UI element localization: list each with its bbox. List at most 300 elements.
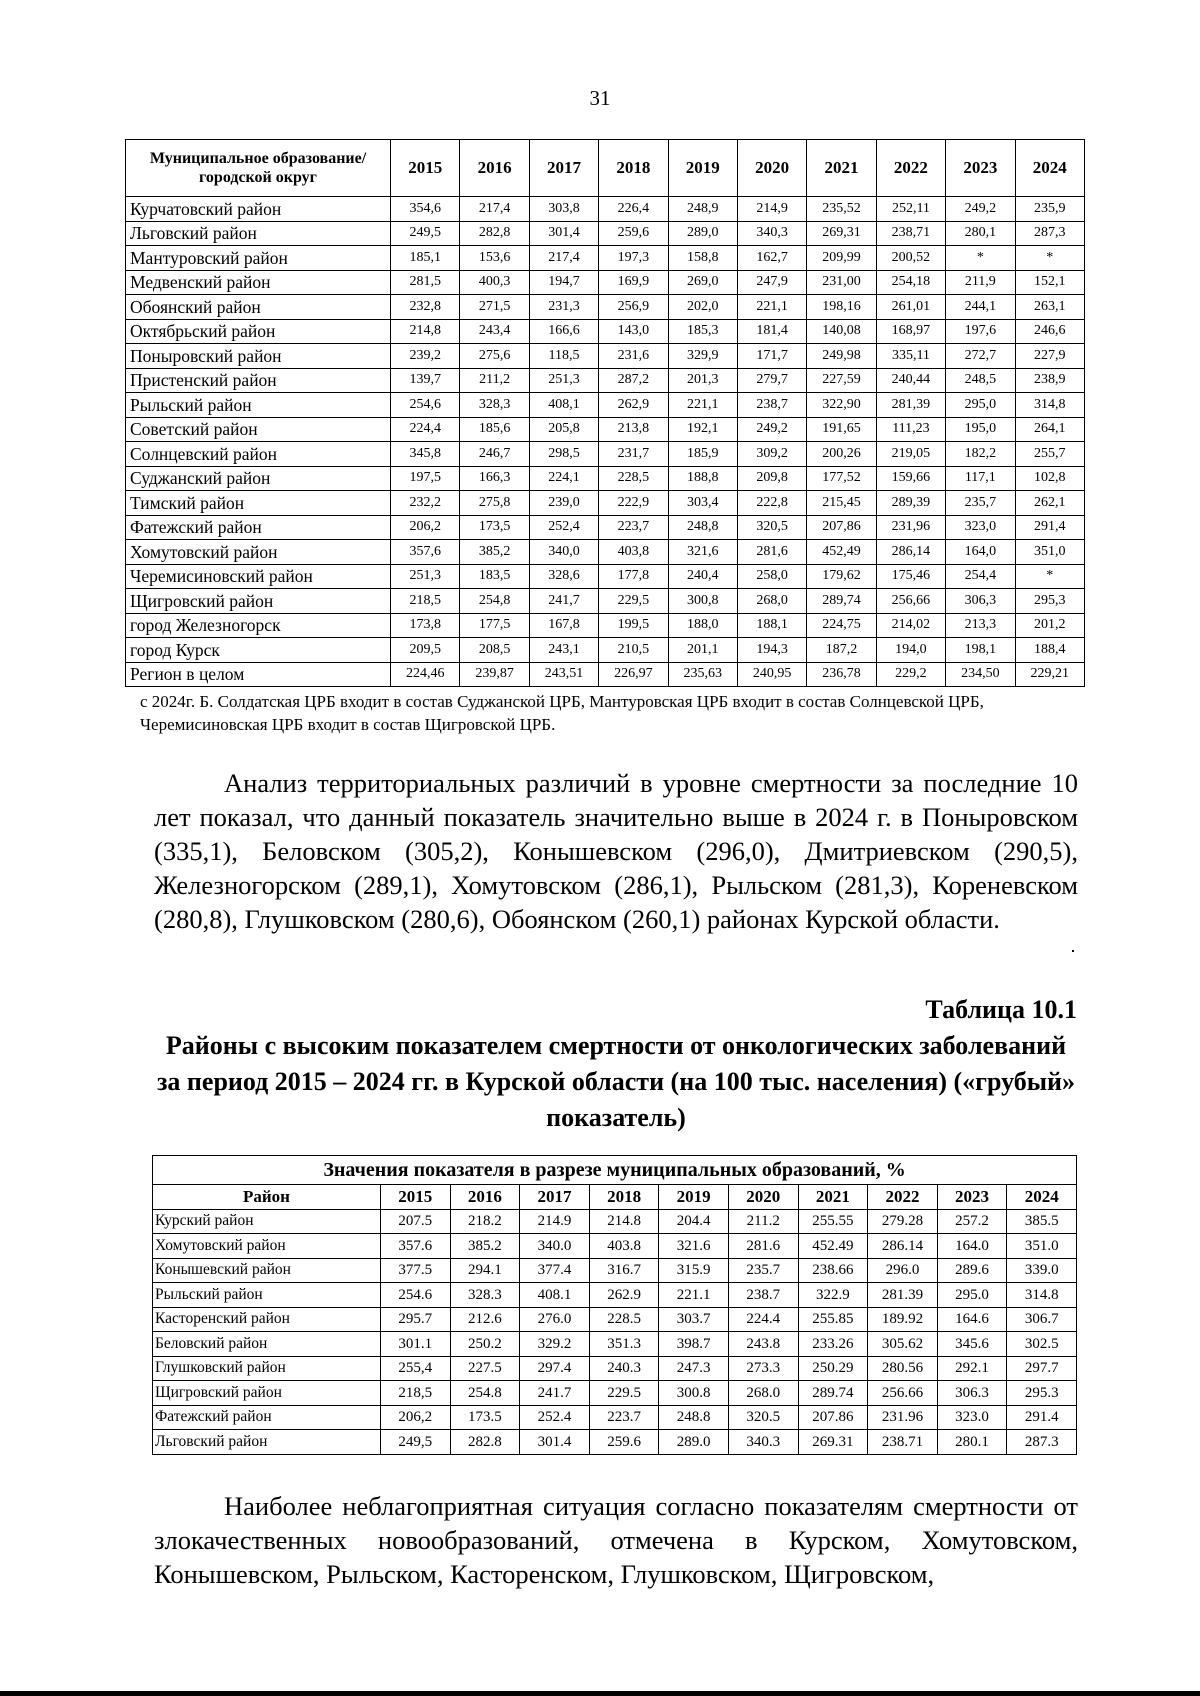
- table2-value-cell: 259.6: [589, 1430, 659, 1455]
- table1-value-cell: *: [1015, 246, 1084, 271]
- table2-district-name: Рыльский район: [153, 1283, 381, 1308]
- table1-value-cell: 231,6: [599, 344, 668, 369]
- table1-value-cell: 209,8: [737, 466, 806, 491]
- table1-value-cell: 118,5: [529, 344, 598, 369]
- table2-value-cell: 306.3: [937, 1381, 1007, 1406]
- table1-value-cell: 185,3: [668, 319, 737, 344]
- table2-value-cell: 315.9: [659, 1258, 729, 1283]
- table1-row: [126, 295, 1085, 320]
- table1-value-cell: 243,1: [529, 638, 598, 663]
- table2-district-name: Хомутовский район: [153, 1234, 381, 1259]
- table1-row: [126, 319, 1085, 344]
- table1-row: [126, 344, 1085, 369]
- table2-header-year: 2020: [728, 1185, 798, 1210]
- table1-value-cell: 249,5: [391, 221, 460, 246]
- table1-district-name: Поныровский район: [126, 344, 391, 369]
- table1-district-name: Советский район: [126, 417, 391, 442]
- table1-value-cell: 195,0: [946, 417, 1015, 442]
- table2-value-cell: 295.3: [1007, 1381, 1077, 1406]
- table2-value-cell: 240.3: [589, 1356, 659, 1381]
- table1-value-cell: 226,4: [599, 197, 668, 222]
- table2-value-cell: 289.0: [659, 1430, 729, 1455]
- table1-value-cell: 256,9: [599, 295, 668, 320]
- table1-value-cell: 201,1: [668, 638, 737, 663]
- table1-value-cell: 328,3: [460, 393, 529, 418]
- table1-header-year: 2024: [1015, 140, 1084, 197]
- table1-value-cell: 208,5: [460, 638, 529, 663]
- table2-value-cell: 289.74: [798, 1381, 868, 1406]
- table1-value-cell: 167,8: [529, 613, 598, 638]
- table1-value-cell: 340,3: [737, 221, 806, 246]
- table2-value-cell: 321.6: [659, 1234, 729, 1259]
- table1-value-cell: 210,5: [599, 638, 668, 663]
- table2-value-cell: 228.5: [589, 1307, 659, 1332]
- table1-value-cell: 197,3: [599, 246, 668, 271]
- table1-value-cell: 240,4: [668, 564, 737, 589]
- table2-row: [153, 1234, 1077, 1259]
- table2-value-cell: 227.5: [450, 1356, 520, 1381]
- table1-value-cell: 213,3: [946, 613, 1015, 638]
- table1-district-name: город Курск: [126, 638, 391, 663]
- table1-value-cell: 153,6: [460, 246, 529, 271]
- table2-header-year: 2023: [937, 1185, 1007, 1210]
- table2-value-cell: 301.4: [520, 1430, 590, 1455]
- table1-header-year: 2015: [391, 140, 460, 197]
- table1-value-cell: 222,9: [599, 491, 668, 516]
- table2-header-year: 2019: [659, 1185, 729, 1210]
- table1-value-cell: 289,74: [807, 589, 876, 614]
- table2-value-cell: 221.1: [659, 1283, 729, 1308]
- table1-value-cell: 177,5: [460, 613, 529, 638]
- table1-value-cell: 199,5: [599, 613, 668, 638]
- table1-value-cell: 295,3: [1015, 589, 1084, 614]
- table1-value-cell: 218,5: [391, 589, 460, 614]
- table2-district-name: Касторенский район: [153, 1307, 381, 1332]
- table2-value-cell: 206,2: [381, 1405, 451, 1430]
- table1-district-name: Рыльский район: [126, 393, 391, 418]
- table2-value-cell: 305.62: [868, 1332, 938, 1357]
- table1-value-cell: 159,66: [876, 466, 945, 491]
- table1-value-cell: 158,8: [668, 246, 737, 271]
- table2-row: [153, 1209, 1077, 1234]
- table1-value-cell: 291,4: [1015, 515, 1084, 540]
- table1-value-cell: 164,0: [946, 540, 1015, 565]
- table1-value-cell: 236,78: [807, 662, 876, 687]
- table1-value-cell: 258,0: [737, 564, 806, 589]
- table1-row: [126, 564, 1085, 589]
- table2-value-cell: 377.5: [381, 1258, 451, 1283]
- table2-value-cell: 297.7: [1007, 1356, 1077, 1381]
- table2-value-cell: 262.9: [589, 1283, 659, 1308]
- table2-value-cell: 255.85: [798, 1307, 868, 1332]
- table1-district-name: Тимский район: [126, 491, 391, 516]
- mortality-table-by-municipality: [125, 139, 1085, 687]
- table2-value-cell: 247.3: [659, 1356, 729, 1381]
- table1-value-cell: 287,2: [599, 368, 668, 393]
- table1-value-cell: 231,3: [529, 295, 598, 320]
- table1-value-cell: 403,8: [599, 540, 668, 565]
- table2-row: [153, 1332, 1077, 1357]
- table1-row: [126, 368, 1085, 393]
- table1-value-cell: 235,63: [668, 662, 737, 687]
- table2-value-cell: 297.4: [520, 1356, 590, 1381]
- table2-header-year: 2022: [868, 1185, 938, 1210]
- table1-value-cell: 261,01: [876, 295, 945, 320]
- table1-value-cell: 177,52: [807, 466, 876, 491]
- table1-value-cell: 238,9: [1015, 368, 1084, 393]
- table1-value-cell: 252,4: [529, 515, 598, 540]
- table2-value-cell: 268.0: [728, 1381, 798, 1406]
- table2-value-cell: 296.0: [868, 1258, 938, 1283]
- table1-value-cell: 214,02: [876, 613, 945, 638]
- table2-district-name: Беловский район: [153, 1332, 381, 1357]
- scan-speck: [1072, 950, 1074, 952]
- table1-value-cell: 345,8: [391, 442, 460, 467]
- table1-district-name: Щигровский район: [126, 589, 391, 614]
- table1-value-cell: 207,86: [807, 515, 876, 540]
- table2-value-cell: 231.96: [868, 1405, 938, 1430]
- table1-value-cell: 246,6: [1015, 319, 1084, 344]
- table1-value-cell: 275,8: [460, 491, 529, 516]
- table1-value-cell: 227,59: [807, 368, 876, 393]
- table1-value-cell: 166,6: [529, 319, 598, 344]
- table2-value-cell: 281.39: [868, 1283, 938, 1308]
- table1-value-cell: 248,8: [668, 515, 737, 540]
- table2-value-cell: 282.8: [450, 1430, 520, 1455]
- table2-value-cell: 385.2: [450, 1234, 520, 1259]
- table1-value-cell: 139,7: [391, 368, 460, 393]
- table1-header-year: 2020: [737, 140, 806, 197]
- table2-value-cell: 252.4: [520, 1405, 590, 1430]
- table1-value-cell: 200,26: [807, 442, 876, 467]
- table1-value-cell: 214,9: [737, 197, 806, 222]
- table1-header-year: 2021: [807, 140, 876, 197]
- table2-value-cell: 377.4: [520, 1258, 590, 1283]
- table1-value-cell: 269,31: [807, 221, 876, 246]
- table1-value-cell: 117,1: [946, 466, 1015, 491]
- table1-value-cell: 275,6: [460, 344, 529, 369]
- table2-value-cell: 295.7: [381, 1307, 451, 1332]
- table1-value-cell: 400,3: [460, 270, 529, 295]
- table1-value-cell: 224,75: [807, 613, 876, 638]
- high-mortality-districts-table: [152, 1155, 1077, 1455]
- table1-value-cell: 177,8: [599, 564, 668, 589]
- table2-value-cell: 322.9: [798, 1283, 868, 1308]
- table2-value-cell: 269.31: [798, 1430, 868, 1455]
- table1-value-cell: 223,7: [599, 515, 668, 540]
- table1-value-cell: 252,11: [876, 197, 945, 222]
- table2-value-cell: 328.3: [450, 1283, 520, 1308]
- table2-value-cell: 320.5: [728, 1405, 798, 1430]
- table1-row: [126, 246, 1085, 271]
- table2-value-cell: 276.0: [520, 1307, 590, 1332]
- table2-value-cell: 250.29: [798, 1356, 868, 1381]
- table1-value-cell: 166,3: [460, 466, 529, 491]
- table1-value-cell: 187,2: [807, 638, 876, 663]
- table1-value-cell: 185,6: [460, 417, 529, 442]
- table1-value-cell: 228,5: [599, 466, 668, 491]
- table1-row: [126, 515, 1085, 540]
- table1-row: [126, 662, 1085, 687]
- table1-value-cell: 231,00: [807, 270, 876, 295]
- table2-value-cell: 279.28: [868, 1209, 938, 1234]
- table2-value-cell: 248.8: [659, 1405, 729, 1430]
- table2-value-cell: 229.5: [589, 1381, 659, 1406]
- table1-row: [126, 491, 1085, 516]
- table1-value-cell: 264,1: [1015, 417, 1084, 442]
- table1-value-cell: 286,14: [876, 540, 945, 565]
- table1-value-cell: 188,8: [668, 466, 737, 491]
- table2-value-cell: 280.56: [868, 1356, 938, 1381]
- table2-value-cell: 256.66: [868, 1381, 938, 1406]
- table1-value-cell: 229,21: [1015, 662, 1084, 687]
- page-bottom-edge: [0, 1691, 1200, 1696]
- table1-value-cell: 235,7: [946, 491, 1015, 516]
- table1-value-cell: 175,46: [876, 564, 945, 589]
- table1-value-cell: 289,0: [668, 221, 737, 246]
- table2-value-cell: 292.1: [937, 1356, 1007, 1381]
- table-title: Районы с высоким показателем смертности от онкологических заболеваний за период 2015 – 2024 гг. в Курской области (на 100 тыс. населения) («грубый» показатель): [156, 1031, 1076, 1132]
- analysis-paragraph-text: Анализ территориальных различий в уровне смертности за последние 10 лет показал, что данный показатель значительно выше в 2024 г. в Поныровском (335,1), Беловском (305,2), Конышевском (296,0), Дмитриевском (290,5), Железногорском (289,1), Хомутовском (286,1), Рыльском (281,3), Кореневском (280,8), Глушковском (280,6), Обоянском (260,1) районах Курской области.: [154, 768, 1078, 934]
- table1-value-cell: 340,0: [529, 540, 598, 565]
- table1-value-cell: 188,1: [737, 613, 806, 638]
- table1-value-cell: 262,1: [1015, 491, 1084, 516]
- table1-value-cell: 254,6: [391, 393, 460, 418]
- table1-value-cell: 357,6: [391, 540, 460, 565]
- table1-value-cell: 194,7: [529, 270, 598, 295]
- analysis-paragraph: [154, 766, 1078, 936]
- table1-value-cell: 198,1: [946, 638, 1015, 663]
- table1-value-cell: 251,3: [391, 564, 460, 589]
- table2-value-cell: 345.6: [937, 1332, 1007, 1357]
- table1-value-cell: 234,50: [946, 662, 1015, 687]
- table2-row: [153, 1356, 1077, 1381]
- table2-value-cell: 235.7: [728, 1258, 798, 1283]
- table1-value-cell: 249,98: [807, 344, 876, 369]
- table1-value-cell: 229,2: [876, 662, 945, 687]
- table2-value-cell: 223.7: [589, 1405, 659, 1430]
- table1-value-cell: 213,8: [599, 417, 668, 442]
- table1-value-cell: 351,0: [1015, 540, 1084, 565]
- table1-value-cell: 222,8: [737, 491, 806, 516]
- table1-value-cell: 111,23: [876, 417, 945, 442]
- table1-value-cell: 197,5: [391, 466, 460, 491]
- table2-value-cell: 340.0: [520, 1234, 590, 1259]
- table1-header-year: 2017: [529, 140, 598, 197]
- table2-value-cell: 385.5: [1007, 1209, 1077, 1234]
- table1-value-cell: 191,65: [807, 417, 876, 442]
- table2-value-cell: 241.7: [520, 1381, 590, 1406]
- table1-district-name: Курчатовский район: [126, 197, 391, 222]
- table2-district-name: Курский район: [153, 1209, 381, 1234]
- table1-header-year: 2018: [599, 140, 668, 197]
- table2-value-cell: 164.6: [937, 1307, 1007, 1332]
- table2-value-cell: 250.2: [450, 1332, 520, 1357]
- table1-value-cell: 281,6: [737, 540, 806, 565]
- table1-row: [126, 417, 1085, 442]
- table2-value-cell: 408.1: [520, 1283, 590, 1308]
- table2-value-cell: 303.7: [659, 1307, 729, 1332]
- table2-row: [153, 1381, 1077, 1406]
- table2-value-cell: 249,5: [381, 1430, 451, 1455]
- table2-value-cell: 243.8: [728, 1332, 798, 1357]
- table1-value-cell: 251,3: [529, 368, 598, 393]
- table2-caption-row: [153, 1156, 1077, 1185]
- table1-value-cell: 255,7: [1015, 442, 1084, 467]
- table2-value-cell: 281.6: [728, 1234, 798, 1259]
- table1-value-cell: 268,0: [737, 589, 806, 614]
- table1-value-cell: 303,8: [529, 197, 598, 222]
- table1-value-cell: 354,6: [391, 197, 460, 222]
- table1-header-municipality: Муниципальное образование/городской округ: [126, 140, 391, 197]
- table2-value-cell: 218,5: [381, 1381, 451, 1406]
- table1-value-cell: 309,2: [737, 442, 806, 467]
- table1-value-cell: 226,97: [599, 662, 668, 687]
- table1-value-cell: 320,5: [737, 515, 806, 540]
- page-number: 31: [589, 86, 611, 110]
- table1-value-cell: 224,46: [391, 662, 460, 687]
- table1-value-cell: 408,1: [529, 393, 598, 418]
- table2-value-cell: 257.2: [937, 1209, 1007, 1234]
- table2-value-cell: 273.3: [728, 1356, 798, 1381]
- table2-row: [153, 1258, 1077, 1283]
- table2-value-cell: 238.66: [798, 1258, 868, 1283]
- table2-value-cell: 329.2: [520, 1332, 590, 1357]
- table2-row: [153, 1283, 1077, 1308]
- table1-value-cell: 152,1: [1015, 270, 1084, 295]
- table1-value-cell: 214,8: [391, 319, 460, 344]
- table2-value-cell: 316.7: [589, 1258, 659, 1283]
- table1-district-name: Обоянский район: [126, 295, 391, 320]
- table1-value-cell: 249,2: [946, 197, 1015, 222]
- table1-value-cell: 206,2: [391, 515, 460, 540]
- table1-value-cell: 235,9: [1015, 197, 1084, 222]
- table1-value-cell: 162,7: [737, 246, 806, 271]
- table1-row: [126, 221, 1085, 246]
- table2-value-cell: 255,4: [381, 1356, 451, 1381]
- table1-district-name: Пристенский район: [126, 368, 391, 393]
- table2-value-cell: 211.2: [728, 1209, 798, 1234]
- table1-value-cell: 300,8: [668, 589, 737, 614]
- table1-value-cell: 185,9: [668, 442, 737, 467]
- table1-value-cell: 231,96: [876, 515, 945, 540]
- table2-row: [153, 1307, 1077, 1332]
- table1-value-cell: 272,7: [946, 344, 1015, 369]
- table2-row: [153, 1405, 1077, 1430]
- table1-value-cell: 209,5: [391, 638, 460, 663]
- table1-value-cell: 243,4: [460, 319, 529, 344]
- table1-value-cell: 221,1: [668, 393, 737, 418]
- table2-header-year: 2017: [520, 1185, 590, 1210]
- table1-footnote: с 2024г. Б. Солдатская ЦРБ входит в состав Суджанской ЦРБ, Мантуровская ЦРБ входит в состав Солнцевской ЦРБ, Черемисиновская ЦРБ входит в состав Щигровской ЦРБ.: [140, 692, 984, 734]
- table2-value-cell: 207.5: [381, 1209, 451, 1234]
- table1-row: [126, 270, 1085, 295]
- table1-header-year: 2016: [460, 140, 529, 197]
- table1-value-cell: 328,6: [529, 564, 598, 589]
- table2-header-year: 2016: [450, 1185, 520, 1210]
- table2-value-cell: 173.5: [450, 1405, 520, 1430]
- table2-value-cell: 295.0: [937, 1283, 1007, 1308]
- table1-district-name: Фатежский район: [126, 515, 391, 540]
- table1-value-cell: 217,4: [529, 246, 598, 271]
- table1-row: [126, 442, 1085, 467]
- table1-value-cell: 238,7: [737, 393, 806, 418]
- table1-district-name: Солнцевский район: [126, 442, 391, 467]
- table2-value-cell: 214.9: [520, 1209, 590, 1234]
- table1-value-cell: 183,5: [460, 564, 529, 589]
- table1-value-cell: 173,5: [460, 515, 529, 540]
- table2-value-cell: 301.1: [381, 1332, 451, 1357]
- table1-district-name: Регион в целом: [126, 662, 391, 687]
- table1-value-cell: 246,7: [460, 442, 529, 467]
- table1-value-cell: 240,95: [737, 662, 806, 687]
- table2-header-row: [153, 1185, 1077, 1210]
- table2-value-cell: 398.7: [659, 1332, 729, 1357]
- table1-value-cell: 314,8: [1015, 393, 1084, 418]
- table2-value-cell: 357.6: [381, 1234, 451, 1259]
- table1-value-cell: 211,2: [460, 368, 529, 393]
- table2-value-cell: 351.0: [1007, 1234, 1077, 1259]
- table1-value-cell: 323,0: [946, 515, 1015, 540]
- table1-value-cell: 219,05: [876, 442, 945, 467]
- table2-value-cell: 254.6: [381, 1283, 451, 1308]
- table1-value-cell: 217,4: [460, 197, 529, 222]
- table1-value-cell: 256,66: [876, 589, 945, 614]
- table1-header-year: 2023: [946, 140, 1015, 197]
- table1-value-cell: 281,39: [876, 393, 945, 418]
- table1-value-cell: 168,97: [876, 319, 945, 344]
- table2-value-cell: 452.49: [798, 1234, 868, 1259]
- table2-value-cell: 280.1: [937, 1430, 1007, 1455]
- table1-value-cell: 239,2: [391, 344, 460, 369]
- table1-value-cell: 140,08: [807, 319, 876, 344]
- table1-value-cell: 247,9: [737, 270, 806, 295]
- table1-value-cell: 202,0: [668, 295, 737, 320]
- table1-value-cell: 188,4: [1015, 638, 1084, 663]
- table2-value-cell: 291.4: [1007, 1405, 1077, 1430]
- table2-value-cell: 306.7: [1007, 1307, 1077, 1332]
- table1-value-cell: 249,2: [737, 417, 806, 442]
- table1-value-cell: 173,8: [391, 613, 460, 638]
- table1-row: [126, 466, 1085, 491]
- table1-value-cell: 171,7: [737, 344, 806, 369]
- table1-value-cell: 271,5: [460, 295, 529, 320]
- table1-district-name: Льговский район: [126, 221, 391, 246]
- table2-district-name: Фатежский район: [153, 1405, 381, 1430]
- table1-value-cell: 289,39: [876, 491, 945, 516]
- table1-row: [126, 589, 1085, 614]
- table1-value-cell: 385,2: [460, 540, 529, 565]
- table1-value-cell: 254,4: [946, 564, 1015, 589]
- table2-district-name: Льговский район: [153, 1430, 381, 1455]
- table2-value-cell: 214.8: [589, 1209, 659, 1234]
- table1-district-name: Хомутовский район: [126, 540, 391, 565]
- table2-value-cell: 351.3: [589, 1332, 659, 1357]
- table1-value-cell: 224,4: [391, 417, 460, 442]
- table1-district-name: Мантуровский район: [126, 246, 391, 271]
- table1-value-cell: 143,0: [599, 319, 668, 344]
- table1-value-cell: 215,45: [807, 491, 876, 516]
- table-number-label: Таблица 10.1: [925, 995, 1077, 1024]
- table1-value-cell: 200,52: [876, 246, 945, 271]
- table1-district-name: Суджанский район: [126, 466, 391, 491]
- table1-header-row: [126, 140, 1085, 197]
- table1-body: [126, 197, 1085, 687]
- table1-value-cell: 240,44: [876, 368, 945, 393]
- table2-value-cell: 300.8: [659, 1381, 729, 1406]
- table1-value-cell: 254,8: [460, 589, 529, 614]
- table1-value-cell: 221,1: [737, 295, 806, 320]
